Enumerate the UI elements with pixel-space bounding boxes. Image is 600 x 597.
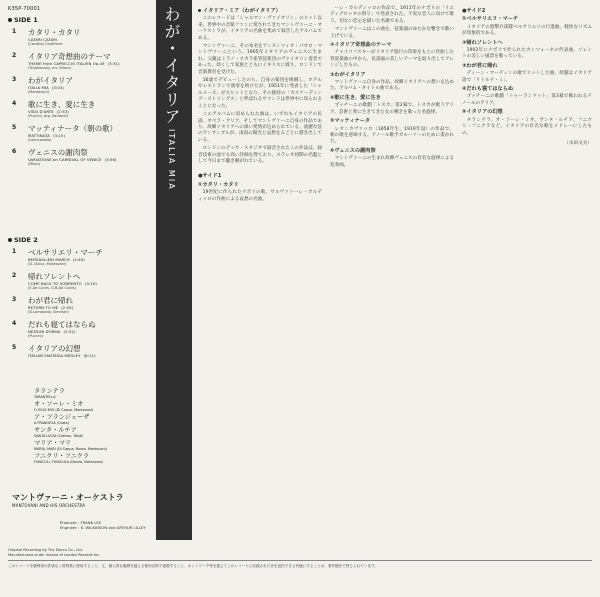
track-title-jp: マッティナータ（朝の歌） (28, 124, 118, 133)
medley-title-en: MARIA, MARI (Di Capua, Russo, Mantovani) (34, 447, 107, 451)
medley-title-en: FUNICULI, FUNICULA (Denza, Mantovani) (34, 460, 104, 464)
track-item (6, 28, 152, 46)
bullet-icon (198, 9, 201, 12)
track-duration: (2:49) (72, 257, 85, 262)
liner-notes-column-2 (330, 6, 454, 171)
license-note: Original Recording by The Decca Co., Ltd. Manufactured under license of London Records Inc. (8, 548, 101, 557)
track-composer: (Puccini, Arg. Santorel) (28, 114, 69, 118)
track-number: 4 (12, 320, 17, 327)
track-heading: ①カタリ・カタリ (198, 181, 239, 188)
section-heading: ●サイド2 (462, 8, 486, 14)
side2-heading: SIDE 2 (8, 236, 38, 244)
track-duration: (3:15) (52, 133, 66, 138)
track-title-jp: わがイタリア (28, 76, 73, 85)
track-title-jp: わが君に帰れ (28, 296, 73, 305)
track-title-en: MATTINATA (3:15) (28, 133, 66, 138)
track-composer: (D.Lombardo, Simmari) (28, 310, 69, 314)
album-title-vertical: わが・イタリアITALIA MIA (162, 6, 181, 191)
bullet-icon (8, 238, 12, 242)
body-text: マントヴァーニの生まれ故郷ヴェニスの有名な旋律による変奏曲。 (330, 156, 454, 168)
body-text: 1902年にナポリで作られたカンツォーネの代表曲。ソレントの美しい風景を歌っている。 (462, 48, 592, 60)
track-composer: (Milan) (28, 162, 41, 166)
body-text: ーレ・カルディッロの作品で、1911年のナポリの「リエディグロッタの祭り」で発表された。不実な恋人に向けて歌う、切ない恋心を描いた名歌である。 (330, 6, 454, 24)
track-title-jp: ヴェニスの謝肉祭 (28, 148, 88, 157)
section-heading: ●サイド1 (198, 173, 222, 180)
body-text: ディーン・マーティンの歌でヒットした曲。原題はイタリア語で「リトルナ・ミ」。 (462, 71, 592, 83)
track-composer: (Cardillo) Cordiferro (28, 42, 63, 46)
track-composer: (Puccini) (28, 334, 44, 338)
track-number: 6 (12, 148, 17, 155)
liner-notes-column-1 (198, 6, 322, 205)
copyright-footer: このレコードを権利者の許諾なく賃貸業に使用すること、又、個人的な範囲を越える使用目的で複製すること、ネットワーク等を通じてこのレコードに収録された音を送信できる状態にすることは、著作権法で禁じられています。 (8, 560, 592, 569)
medley-title-jp: タランテラ (34, 388, 65, 395)
track-composer: (Leoncavallo) (28, 138, 52, 142)
track-title-en: VISSI D'ARTE (2:53) (28, 109, 69, 114)
track-title-jp: だれも寝てはならぬ (28, 320, 96, 329)
track-composer: (D. Dulux, Mantovani) (28, 262, 67, 266)
track-item (6, 320, 152, 338)
track-number: 1 (12, 248, 17, 255)
track-title-jp: カタリ・カタリ (28, 28, 81, 37)
medley-title-en: O SOLE MIO (Di Capua, Mantovani) (34, 408, 94, 412)
side1-track-list (6, 28, 152, 172)
track-title-en: ITALIA MIA (3:03) (28, 85, 64, 90)
track-item (6, 344, 152, 358)
track-title-en: BERSAGLIERI MARCH (2:49) (28, 257, 85, 262)
track-title-jp: イタリアの幻想 (28, 344, 81, 353)
track-composer: (Tchaikovsky, arr. Nilsen) (28, 66, 72, 70)
track-heading: ③わがイタリア (330, 71, 366, 78)
track-item (6, 272, 152, 290)
medley-title-en: SANTA LUCIA (Cottrau, Tolsti) (34, 434, 84, 438)
body-text: マントヴァーニ、その本名をアンヌンツィオ・パオロ・マントヴァーニという。1905年イタリアのヴェニスに生まれ、父親はミラノ・スカラ座管弦楽団のヴァイオリン奏者であった。幼くして家族とともにイギリスに渡り、ロンドンで音楽教育を受けた。 (198, 44, 322, 75)
bullet-icon (8, 18, 12, 22)
track-number: 2 (12, 272, 17, 279)
body-text: このアルバムに収められた曲は、いずれもイタリアの民謡、オペラ・アリア、そしてマントヴァーニ自身の作品であり、故郷イタリアへの深い愛情が込められている。流麗な弦のアンサンブルが、南国の陽光と哀愁をみごとに描き出している。 (198, 112, 322, 143)
track-number: 2 (12, 52, 17, 59)
track-item (6, 76, 152, 94)
body-text: レオンカヴァッロ（1858年生、1919年没）の作品で、朝の歌を意味する。テノール歌手カルーソーのために書かれた。 (330, 126, 454, 145)
body-text: マントヴァーニはこの曲を、弦楽器のゆたかな響きで歌い上げている。 (330, 27, 454, 39)
body-text: 19世紀に作られたナポリの歌。サルヴァトーレ・カルディッロの作曲による哀愁の名曲。 (198, 190, 322, 202)
track-composer: (E.De Curtis, G.B.De Curtis) (28, 286, 77, 290)
body-text: プッチーニの歌劇「トゥーランドット」第3幕で歌われるテノールのアリア。 (462, 94, 592, 106)
body-text: タランテラ、オ・ソーレ・ミオ、サンタ・ルチア、フニクリ・フニクラなど、イタリアの有名な歌をメドレーにしたもの。 (462, 117, 592, 136)
track-heading: ⑤マッティナータ (330, 118, 371, 125)
medley-title-jp: オ・ソーレ・ミオ (34, 401, 84, 408)
track-title-en: NESSUN DORMA (2:52) (28, 329, 76, 334)
medley-title-jp: マリア・マリ (34, 440, 72, 447)
track-heading: ⑥ヴェニスの謝肉祭 (330, 147, 376, 154)
body-text: 16歳でデビューしたのち、自身の楽団を組織し、ホテルやレストランで演奏を続けたが、1951年に発表した「シャルメーヌ」が大ヒットとなり、その独特の「カスケーディング・ストリングス」と呼ばれるサウンドは世界中に知られることになった。 (198, 78, 322, 109)
track-number: 5 (12, 124, 17, 131)
track-title-jp: ベルサリエリ・マーチ (28, 248, 103, 257)
track-title-en: VARIATIONS on CARNIVAL OF VENICE (3:56) (28, 157, 117, 162)
track-duration: (3:03) (51, 85, 64, 90)
track-number: 1 (12, 28, 17, 35)
medley-title-jp: フニクリ・フニクラ (34, 453, 90, 460)
track-heading: ④歌に生き、愛に生き (330, 94, 381, 101)
track-title-jp: イタリア奇想曲のテーマ (28, 52, 111, 61)
body-text: マントヴァーニ自身の作品。故郷イタリアへの想いを込めた、アルバム・タイトル曲である。 (330, 80, 454, 92)
engineer-credit: Engineer : K. WILKINSON and ARTHUR LILLEY (60, 525, 146, 530)
title-band (156, 0, 192, 540)
track-heading: ②帰れソレントへ (462, 39, 503, 46)
medley-title-en: TARANTELLA (34, 395, 56, 399)
track-number: 5 (12, 344, 17, 351)
side2-track-list (6, 248, 152, 364)
track-duration: (3:31) (107, 61, 120, 66)
track-title-en: CATARI CATARI (28, 37, 58, 42)
track-heading: ①ベルサリエリ・マーチ (462, 16, 519, 23)
track-title-en: ITALIAN FANTASIA MEDLEY (6:11) (28, 353, 96, 358)
artist-name-en: MANTOVANI AND HIS ORCHESTRA (12, 503, 86, 508)
track-heading: ②イタリア奇想曲のテーマ (330, 42, 392, 49)
track-title-en: COME BACK TO SORRENTO (3:10) (28, 281, 97, 286)
track-heading: ⑤イタリアの幻想 (462, 109, 503, 116)
credits (60, 520, 152, 530)
body-text: イタリアの狙撃兵部隊ベルサリエリの行進曲。軽快なリズムが印象的である。 (462, 24, 592, 37)
catalog-number: K35P-70001 (8, 6, 41, 12)
track-title-jp: 帰れソレントへ (28, 272, 81, 281)
track-duration: (2:52) (63, 329, 76, 334)
track-item (6, 124, 152, 142)
track-title-en: THEME from CAPRICCIO ITALIEN Op.45 (3:31) (28, 61, 120, 66)
artist-name-jp: マントヴァーニ・オーケストラ (12, 492, 124, 502)
track-item (6, 52, 152, 70)
body-text: このレコードは「シャルマン・ヴァイオリン」のヒット以来、世界中の音楽ファンに愛されてきたマントヴァーニ・オーケストラが、イタリアの名曲を集めて録音したアルバムである。 (198, 16, 322, 41)
body-text: ロンドンのデッカ・スタジオで録音されたこの作品は、録音技術の面でも高い評価を得ており、ステレオ初期の名盤として今日まで聴き継がれている。 (198, 146, 322, 164)
track-duration: (2:53) (56, 109, 69, 114)
track-number: 3 (12, 296, 17, 303)
medley-title-jp: サンタ・ルチア (34, 427, 77, 434)
author-signature: （永田文夫） (564, 140, 592, 146)
track-number: 4 (12, 100, 17, 107)
liner-notes-column-3 (462, 6, 592, 147)
track-heading: ③わが君に帰れ (462, 62, 498, 69)
track-duration: (6:11) (83, 353, 96, 358)
medley-list (6, 388, 180, 466)
track-item (6, 296, 152, 314)
track-duration: (3:10) (84, 281, 97, 286)
track-duration: (3:56) (104, 157, 117, 162)
side1-heading: SIDE 1 (8, 16, 38, 24)
track-composer: (Mantovani) (28, 90, 50, 94)
track-heading: ④だれも寝てはならぬ (462, 86, 514, 93)
section-heading: イタリア・ミア（わがイタリア） (198, 8, 322, 14)
track-title-jp: 歌に生き、愛に生き (28, 100, 96, 109)
track-item (6, 248, 152, 266)
track-number: 3 (12, 76, 17, 83)
producer-credit: Producer : FRANK LEE (60, 520, 102, 525)
track-item (6, 148, 152, 166)
track-title-en: RETURN TO ME (2:55) (28, 305, 74, 310)
medley-title-jp: ア・フランジェーザ (34, 414, 90, 421)
track-item (6, 100, 152, 118)
body-text: チャイコフスキーがイタリア旅行の印象をもとに作曲した管弦楽曲の中から、民謡風の美しいテーマを取り出してアレンジしたもの。 (330, 50, 454, 69)
track-duration: (2:55) (61, 305, 74, 310)
medley-title-en: A FRANGESA (Costa) (34, 421, 70, 425)
artist-block (12, 492, 124, 508)
body-text: プッチーニの歌劇「トスカ」第2幕で、トスカが歌うアリア。芸術と愛に生きてきた女の嘆きを歌った名旋律。 (330, 103, 454, 115)
